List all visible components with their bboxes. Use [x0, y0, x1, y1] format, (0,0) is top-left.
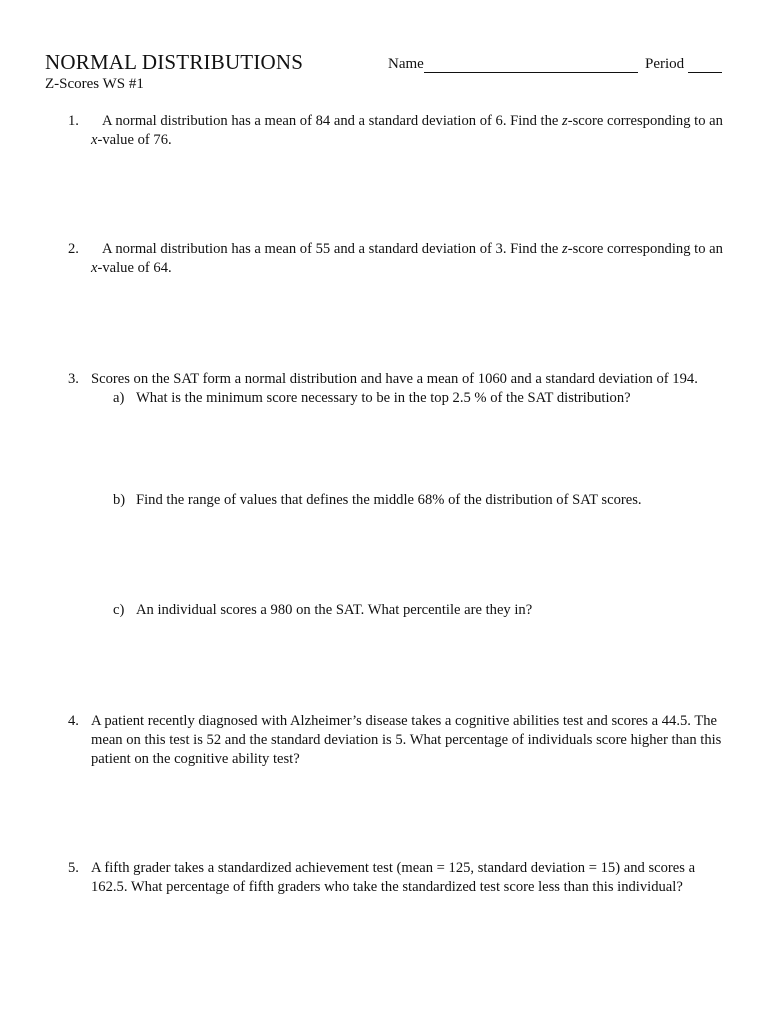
worksheet-subtitle: Z-Scores WS #1 — [45, 76, 144, 92]
name-field — [388, 55, 638, 73]
part-text: Find the range of values that defines the middle 68% of the distribution of SAT scores. — [136, 492, 642, 508]
part-text: What is the minimum score necessary to be in the top 2.5 % of the SAT distribution? — [136, 390, 631, 406]
question-4 — [68, 712, 728, 769]
question-1 — [68, 112, 728, 150]
question-text: A patient recently diagnosed with Alzheimer’s disease takes a cognitive abilities test and scores a 44.5. The mean on this test is 52 and the standard deviation is 5. What percentage of individuals score higher than this patient on the cognitive ability test? — [91, 713, 722, 767]
period-label: Period — [645, 56, 685, 72]
question-text: A fifth grader takes a standardized achievement test (mean = 125, standard deviation = 15) and scores a 162.5. What percentage of fifth graders who take the standardized test score less than this individual? — [91, 860, 696, 895]
worksheet-title: NORMAL DISTRIBUTIONS — [45, 50, 304, 74]
question-3c — [113, 601, 728, 620]
question-text: A normal distribution has a mean of 55 and a standard deviation of 3. Find the z-score corresponding to an x-value of 64. — [91, 241, 723, 276]
question-3a — [113, 389, 728, 408]
part-letter: b) — [113, 492, 126, 508]
question-number: 1. — [68, 113, 79, 129]
question-number: 5. — [68, 860, 79, 876]
part-letter: c) — [113, 602, 125, 618]
question-number: 2. — [68, 241, 79, 257]
question-5 — [68, 859, 728, 897]
name-blank-line — [424, 55, 638, 73]
period-blank-line — [688, 55, 722, 73]
question-text: Scores on the SAT form a normal distribution and have a mean of 1060 and a standard deviation of 194. — [91, 371, 698, 387]
period-field — [645, 55, 722, 73]
question-text: A normal distribution has a mean of 84 and a standard deviation of 6. Find the z-score corresponding to an x-value of 76. — [91, 113, 723, 148]
part-letter: a) — [113, 390, 125, 406]
question-number: 4. — [68, 713, 79, 729]
question-2 — [68, 240, 728, 278]
question-number: 3. — [68, 371, 79, 387]
part-text: An individual scores a 980 on the SAT. What percentile are they in? — [136, 602, 533, 618]
name-label: Name — [388, 56, 424, 72]
question-3 — [68, 370, 728, 389]
question-3b — [113, 491, 728, 510]
